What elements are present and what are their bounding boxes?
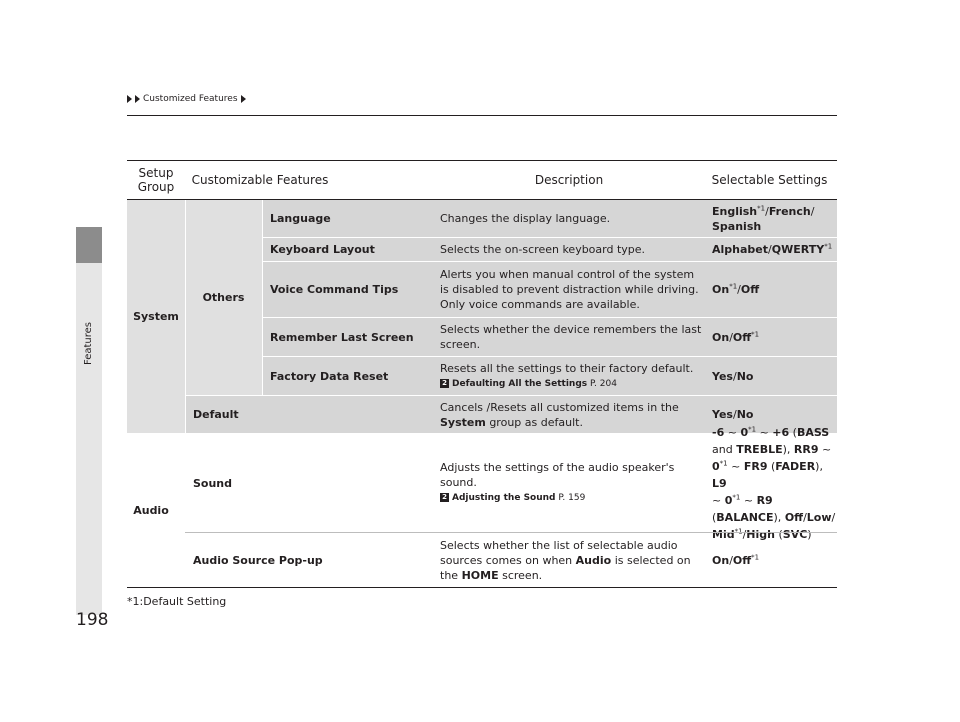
section-label: Features [83,322,94,365]
setting-value: High [746,527,775,541]
description-text: Selects whether the list of selectable audio sources comes on when [440,538,678,567]
footnote: *1:Default Setting [127,595,227,608]
setting-value: BASS [796,425,830,439]
footnote-mark: *1 [748,424,757,433]
setting-value: 0 [712,459,720,473]
breadcrumb-arrow-icon [127,95,132,103]
table-bottom-rule [127,587,837,588]
group-audio: Audio [133,504,169,517]
page-number: 198 [76,610,109,630]
description-text: is selected on the [440,553,691,582]
setting-value: Off [784,510,804,524]
setting-value: On [712,283,730,296]
setting-value: Off [732,330,752,344]
setting-value: No [736,408,754,421]
setting-value: Off [732,553,752,567]
reference-title: Defaulting All the Settings [452,378,588,389]
setting-value: QWERTY [771,243,825,256]
header-divider [127,115,837,116]
feature-factory-data-reset: Factory Data Reset [270,369,389,383]
description-factory-data-reset [440,357,702,395]
setting-value: Alphabet [712,243,769,256]
setting-value: -6 [712,425,725,439]
breadcrumb-arrow-icon [241,95,246,103]
description-bold-text: HOME [461,568,499,582]
setting-value: English [712,204,758,218]
reference-page: P. 204 [590,378,617,389]
setting-value: On [712,553,730,567]
setting-value: 0 [724,493,733,507]
settings-default: Yes/No [712,408,754,421]
header-setup-group: Setup Group [137,166,175,194]
cross-reference-link[interactable] [440,377,693,392]
header-customizable-features: Customizable Features [191,173,329,187]
setting-value: Mid [712,527,735,541]
setting-value: RR9 [793,442,819,456]
feature-language: Language [270,212,331,225]
description-default [440,396,702,433]
footnote-mark: *1 [757,203,766,212]
footnote-mark: *1 [734,526,743,535]
breadcrumb-label: Customized Features [143,94,238,104]
setting-value: Spanish [712,219,762,233]
footnote-mark: *1 [751,552,760,561]
footnote-mark: *1 [719,458,728,467]
setting-value: FR9 [743,459,768,473]
setting-text: and [712,442,733,456]
reference-title: Adjusting the Sound [452,493,556,503]
description-text: Cancels /Resets all customized items in the [440,400,679,414]
settings-factory-data-reset: Yes/No [712,369,754,383]
setting-value: No [736,369,754,383]
description-text: group as default. [489,415,583,429]
description-bold-text: System [440,415,486,429]
feature-voice-command-tips: Voice Command Tips [270,283,399,296]
cross-reference-link[interactable] [440,491,702,506]
header-description: Description [534,173,604,187]
settings-keyboard-layout: Alphabet/QWERTY$^{*1}$ [712,242,833,256]
breadcrumb-arrow-icon [135,95,140,103]
settings-audio-source-popup: On/Off$^{*1}$ [712,552,760,567]
setting-value: Low [806,510,832,524]
reference-arrow-icon: 2 [440,493,449,502]
group-system: System [133,310,179,323]
setting-value: +6 [772,425,790,439]
setting-value: On [712,330,730,344]
reference-page: P. 159 [558,493,586,503]
feature-sound: Sound [193,476,233,490]
setting-value: Off [740,283,760,296]
description-keyboard-layout: Selects the on-screen keyboard type. [440,243,646,256]
description-text: Resets all the settings to their factory default. [440,361,694,375]
setting-value: FADER [775,459,816,473]
column-separator [262,200,263,395]
setting-value: 0 [740,425,749,439]
feature-default: Default [193,408,239,421]
chapter-tab-marker [76,227,102,263]
setting-value: Yes [712,369,733,383]
settings-language: English$^{*1}$/French/ Spanish [712,203,815,233]
setting-value: Yes [712,408,733,421]
description-bold-text: Audio [575,553,612,567]
footnote-mark: *1 [732,492,741,501]
feature-remember-last-screen: Remember Last Screen [270,330,414,344]
setting-value: L9 [712,476,727,490]
setting-value: R9 [756,493,773,507]
description-voice-command-tips: Alerts you when manual control of the system is disabled to prevent distraction while driving. Only voice commands are available. [440,268,699,311]
setting-value: TREBLE [736,442,783,456]
description-remember-last-screen: Selects whether the device remembers the last screen. [440,323,702,351]
feature-audio-source-popup: Audio Source Pop-up [193,553,323,567]
footnote-mark: *1 [751,329,760,338]
setting-value: SVC [782,527,808,541]
description-text: Adjusts the settings of the audio speaker's sound. [440,461,675,489]
settings-remember-last-screen: On/Off$^{*1}$ [712,329,760,344]
settings-sound: -6 ~ 0$^{*1}$ ~ +6 (BASS and TREBLE), RR9 ~ 0$^{*1}$ ~ FR9 (FADER), L9 ~ 0$^{*1}$ ~ R9 (BALANCE), Off/Low/ Mid$^{*1}$/High (SVC) [712,424,836,541]
reference-arrow-icon: 2 [440,379,449,388]
setting-value: French [768,204,811,218]
header-selectable-settings: Selectable Settings [711,173,828,187]
breadcrumb[interactable] [127,94,246,104]
description-audio-source-popup [440,533,702,587]
description-language: Changes the display language. [440,212,611,225]
footnote-mark: *1 [729,282,738,291]
settings-voice-command-tips: On$^{*1}$/Off [712,282,760,296]
group-others: Others [202,291,245,304]
description-text: screen. [502,568,543,582]
setting-value: BALANCE [716,510,774,524]
feature-keyboard-layout: Keyboard Layout [270,243,375,256]
description-sound [440,434,702,532]
chapter-tab-bar [76,263,102,615]
footnote-mark: *1 [824,242,833,251]
